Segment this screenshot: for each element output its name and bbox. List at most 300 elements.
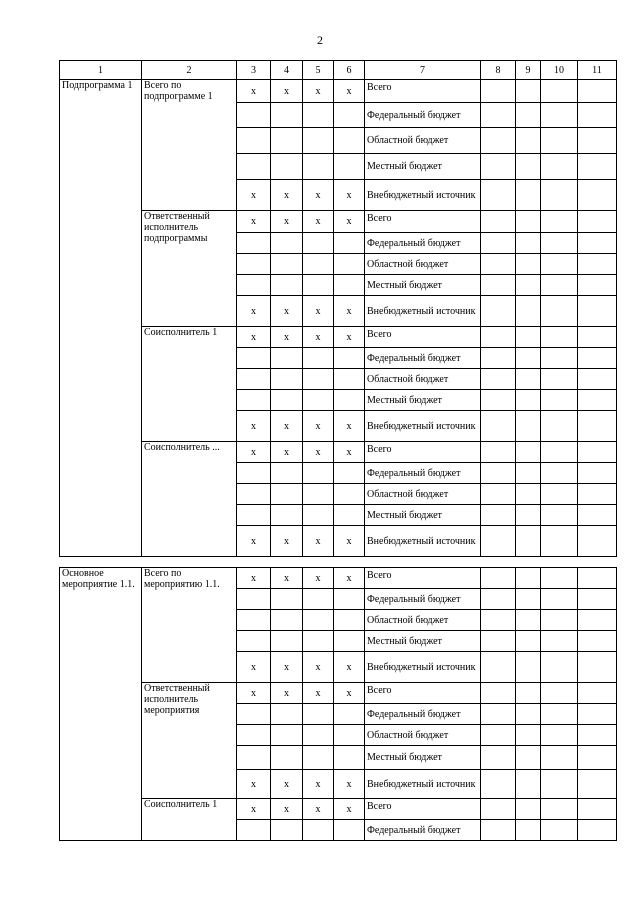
value-cell <box>578 390 617 411</box>
value-cell <box>481 128 516 154</box>
mark-cell <box>237 254 271 275</box>
source-label: Внебюджетный источник <box>365 526 481 557</box>
table-row <box>60 568 617 589</box>
value-cell <box>541 390 578 411</box>
row-group-title: Подпрограмма 1 <box>60 80 142 557</box>
value-cell <box>578 484 617 505</box>
mark-cell <box>237 463 271 484</box>
value-cell <box>481 348 516 369</box>
mark-cell <box>303 128 334 154</box>
mark-cell <box>303 610 334 631</box>
source-label: Местный бюджет <box>365 505 481 526</box>
mark-cell: x <box>237 683 271 704</box>
mark-cell <box>237 348 271 369</box>
value-cell <box>578 327 617 348</box>
value-cell <box>541 103 578 128</box>
value-cell <box>516 180 541 211</box>
value-cell <box>516 704 541 725</box>
value-cell <box>578 704 617 725</box>
mark-cell <box>237 128 271 154</box>
source-label: Всего <box>365 442 481 463</box>
source-label: Федеральный бюджет <box>365 589 481 610</box>
value-cell <box>481 275 516 296</box>
value-cell <box>578 275 617 296</box>
value-cell <box>578 296 617 327</box>
mark-cell: x <box>237 568 271 589</box>
mark-cell <box>271 390 303 411</box>
mark-cell <box>237 390 271 411</box>
table-row <box>60 799 617 820</box>
mark-cell: x <box>237 442 271 463</box>
value-cell <box>578 80 617 103</box>
value-cell <box>516 683 541 704</box>
value-cell <box>481 369 516 390</box>
mark-cell: x <box>271 770 303 799</box>
mark-cell: x <box>271 568 303 589</box>
value-cell <box>516 725 541 746</box>
header-cell: 7 <box>365 61 481 80</box>
value-cell <box>578 746 617 770</box>
mark-cell <box>334 505 365 526</box>
mark-cell: x <box>303 683 334 704</box>
page-number: 2 <box>317 33 323 47</box>
mark-cell <box>271 589 303 610</box>
mark-cell: x <box>334 80 365 103</box>
block-label: Соисполнитель 1 <box>142 799 237 841</box>
value-cell <box>516 589 541 610</box>
source-label: Федеральный бюджет <box>365 348 481 369</box>
value-cell <box>578 610 617 631</box>
mark-cell <box>303 463 334 484</box>
mark-cell <box>334 631 365 652</box>
source-label: Федеральный бюджет <box>365 463 481 484</box>
source-label: Внебюджетный источник <box>365 652 481 683</box>
mark-cell <box>237 589 271 610</box>
source-label: Областной бюджет <box>365 484 481 505</box>
value-cell <box>516 746 541 770</box>
value-cell <box>578 589 617 610</box>
value-cell <box>516 820 541 841</box>
mark-cell <box>271 704 303 725</box>
mark-cell <box>271 505 303 526</box>
value-cell <box>481 746 516 770</box>
mark-cell <box>334 369 365 390</box>
mark-cell <box>237 820 271 841</box>
mark-cell: x <box>271 80 303 103</box>
source-label: Всего <box>365 683 481 704</box>
value-cell <box>516 631 541 652</box>
value-cell <box>516 369 541 390</box>
mark-cell: x <box>303 180 334 211</box>
value-cell <box>516 770 541 799</box>
header-cell: 2 <box>142 61 237 80</box>
block-label: Всего по подпрограмме 1 <box>142 80 237 211</box>
mark-cell: x <box>334 652 365 683</box>
value-cell <box>541 704 578 725</box>
value-cell <box>578 154 617 180</box>
source-label: Федеральный бюджет <box>365 704 481 725</box>
value-cell <box>578 568 617 589</box>
mark-cell <box>271 128 303 154</box>
mark-cell: x <box>303 799 334 820</box>
mark-cell <box>237 725 271 746</box>
mark-cell <box>271 275 303 296</box>
mark-cell: x <box>334 442 365 463</box>
source-label: Областной бюджет <box>365 254 481 275</box>
source-label: Всего <box>365 327 481 348</box>
mark-cell <box>237 103 271 128</box>
value-cell <box>516 799 541 820</box>
value-cell <box>481 820 516 841</box>
value-cell <box>541 254 578 275</box>
mark-cell <box>237 233 271 254</box>
mark-cell <box>334 154 365 180</box>
table-row <box>60 80 617 103</box>
value-cell <box>578 254 617 275</box>
mark-cell: x <box>334 411 365 442</box>
mark-cell: x <box>334 211 365 233</box>
mark-cell <box>303 275 334 296</box>
value-cell <box>578 348 617 369</box>
block-label: Ответственный исполнитель подпрограммы <box>142 211 237 327</box>
value-cell <box>541 631 578 652</box>
mark-cell: x <box>303 327 334 348</box>
value-cell <box>481 610 516 631</box>
mark-cell <box>303 154 334 180</box>
mark-cell: x <box>303 568 334 589</box>
mark-cell: x <box>303 652 334 683</box>
value-cell <box>481 725 516 746</box>
table-row <box>60 442 617 463</box>
value-cell <box>541 327 578 348</box>
mark-cell: x <box>271 296 303 327</box>
value-cell <box>516 154 541 180</box>
mark-cell: x <box>334 526 365 557</box>
value-cell <box>541 799 578 820</box>
value-cell <box>481 254 516 275</box>
value-cell <box>481 411 516 442</box>
mark-cell: x <box>334 296 365 327</box>
mark-cell <box>271 463 303 484</box>
table-row <box>60 327 617 348</box>
value-cell <box>481 233 516 254</box>
value-cell <box>541 233 578 254</box>
mark-cell <box>271 348 303 369</box>
mark-cell: x <box>237 327 271 348</box>
value-cell <box>481 484 516 505</box>
value-cell <box>481 211 516 233</box>
header-cell: 4 <box>271 61 303 80</box>
mark-cell <box>334 725 365 746</box>
value-cell <box>481 296 516 327</box>
mark-cell <box>271 369 303 390</box>
header-cell: 9 <box>516 61 541 80</box>
value-cell <box>578 652 617 683</box>
mark-cell <box>303 484 334 505</box>
mark-cell <box>271 746 303 770</box>
mark-cell <box>334 254 365 275</box>
row-group-title: Основное мероприятие 1.1. <box>60 568 142 841</box>
mark-cell: x <box>237 211 271 233</box>
mark-cell: x <box>303 411 334 442</box>
header-cell: 1 <box>60 61 142 80</box>
header-cell: 6 <box>334 61 365 80</box>
source-label: Всего <box>365 211 481 233</box>
value-cell <box>578 211 617 233</box>
mark-cell <box>303 746 334 770</box>
value-cell <box>578 505 617 526</box>
value-cell <box>516 652 541 683</box>
source-label: Областной бюджет <box>365 369 481 390</box>
mark-cell: x <box>334 568 365 589</box>
block-label: Соисполнитель 1 <box>142 327 237 442</box>
value-cell <box>481 704 516 725</box>
header-cell: 8 <box>481 61 516 80</box>
block-label: Ответственный исполнитель мероприятия <box>142 683 237 799</box>
source-label: Местный бюджет <box>365 390 481 411</box>
value-cell <box>541 80 578 103</box>
mark-cell <box>303 254 334 275</box>
header-cell: 10 <box>541 61 578 80</box>
source-label: Внебюджетный источник <box>365 296 481 327</box>
mark-cell <box>271 631 303 652</box>
value-cell <box>541 463 578 484</box>
value-cell <box>516 463 541 484</box>
value-cell <box>578 103 617 128</box>
block-label: Соисполнитель ... <box>142 442 237 557</box>
source-label: Внебюджетный источник <box>365 770 481 799</box>
value-cell <box>516 526 541 557</box>
value-cell <box>516 211 541 233</box>
value-cell <box>481 526 516 557</box>
mark-cell <box>271 484 303 505</box>
mark-cell <box>334 275 365 296</box>
mark-cell: x <box>271 180 303 211</box>
mark-cell: x <box>271 526 303 557</box>
value-cell <box>541 211 578 233</box>
source-label: Всего <box>365 80 481 103</box>
value-cell <box>481 103 516 128</box>
value-cell <box>578 233 617 254</box>
value-cell <box>516 296 541 327</box>
source-label: Всего <box>365 799 481 820</box>
mark-cell <box>303 589 334 610</box>
source-label: Областной бюджет <box>365 610 481 631</box>
mark-cell <box>334 746 365 770</box>
mark-cell: x <box>237 296 271 327</box>
mark-cell: x <box>237 526 271 557</box>
table-row <box>60 683 617 704</box>
value-cell <box>541 128 578 154</box>
mark-cell <box>237 275 271 296</box>
mark-cell <box>271 103 303 128</box>
mark-cell: x <box>271 327 303 348</box>
value-cell <box>516 442 541 463</box>
value-cell <box>481 80 516 103</box>
mark-cell: x <box>237 799 271 820</box>
mark-cell: x <box>334 799 365 820</box>
mark-cell <box>334 103 365 128</box>
value-cell <box>516 254 541 275</box>
mark-cell <box>334 610 365 631</box>
value-cell <box>541 683 578 704</box>
mark-cell <box>237 369 271 390</box>
value-cell <box>541 442 578 463</box>
mark-cell: x <box>271 411 303 442</box>
source-label: Областной бюджет <box>365 128 481 154</box>
mark-cell <box>271 233 303 254</box>
mark-cell <box>303 505 334 526</box>
value-cell <box>541 296 578 327</box>
source-label: Местный бюджет <box>365 154 481 180</box>
mark-cell <box>237 631 271 652</box>
value-cell <box>516 390 541 411</box>
source-label: Местный бюджет <box>365 631 481 652</box>
mark-cell: x <box>303 770 334 799</box>
source-label: Федеральный бюджет <box>365 103 481 128</box>
mark-cell <box>271 725 303 746</box>
value-cell <box>541 610 578 631</box>
mark-cell <box>237 505 271 526</box>
value-cell <box>481 442 516 463</box>
source-label: Внебюджетный источник <box>365 180 481 211</box>
value-cell <box>578 128 617 154</box>
block-label: Всего по мероприятию 1.1. <box>142 568 237 683</box>
mark-cell <box>334 128 365 154</box>
mark-cell: x <box>271 799 303 820</box>
value-cell <box>578 631 617 652</box>
value-cell <box>516 505 541 526</box>
source-label: Местный бюджет <box>365 746 481 770</box>
mark-cell <box>334 589 365 610</box>
header-row <box>60 61 617 80</box>
mark-cell: x <box>303 80 334 103</box>
mark-cell: x <box>237 411 271 442</box>
value-cell <box>541 820 578 841</box>
value-cell <box>578 799 617 820</box>
budget-table-activity <box>59 567 617 841</box>
mark-cell: x <box>334 180 365 211</box>
value-cell <box>516 233 541 254</box>
value-cell <box>541 725 578 746</box>
mark-cell <box>303 820 334 841</box>
value-cell <box>516 411 541 442</box>
mark-cell: x <box>271 652 303 683</box>
mark-cell: x <box>237 770 271 799</box>
mark-cell <box>303 704 334 725</box>
value-cell <box>541 770 578 799</box>
header-cell: 11 <box>578 61 617 80</box>
value-cell <box>516 348 541 369</box>
mark-cell: x <box>303 526 334 557</box>
value-cell <box>481 799 516 820</box>
value-cell <box>516 327 541 348</box>
mark-cell: x <box>303 296 334 327</box>
mark-cell: x <box>237 80 271 103</box>
value-cell <box>516 80 541 103</box>
value-cell <box>516 568 541 589</box>
mark-cell <box>271 254 303 275</box>
mark-cell: x <box>271 211 303 233</box>
source-label: Внебюджетный источник <box>365 411 481 442</box>
mark-cell <box>303 390 334 411</box>
mark-cell <box>271 154 303 180</box>
value-cell <box>541 411 578 442</box>
source-label: Областной бюджет <box>365 725 481 746</box>
value-cell <box>578 463 617 484</box>
mark-cell <box>303 348 334 369</box>
mark-cell <box>303 233 334 254</box>
value-cell <box>481 327 516 348</box>
table-row <box>60 211 617 233</box>
mark-cell <box>271 820 303 841</box>
mark-cell: x <box>237 180 271 211</box>
value-cell <box>481 652 516 683</box>
source-label: Всего <box>365 568 481 589</box>
value-cell <box>578 770 617 799</box>
value-cell <box>578 683 617 704</box>
value-cell <box>481 463 516 484</box>
mark-cell <box>334 704 365 725</box>
value-cell <box>541 154 578 180</box>
value-cell <box>516 610 541 631</box>
value-cell <box>516 484 541 505</box>
value-cell <box>541 505 578 526</box>
mark-cell <box>237 154 271 180</box>
value-cell <box>541 484 578 505</box>
value-cell <box>578 725 617 746</box>
value-cell <box>541 369 578 390</box>
value-cell <box>481 631 516 652</box>
value-cell <box>481 154 516 180</box>
value-cell <box>541 180 578 211</box>
value-cell <box>541 652 578 683</box>
source-label: Федеральный бюджет <box>365 233 481 254</box>
mark-cell <box>303 103 334 128</box>
mark-cell: x <box>334 683 365 704</box>
mark-cell: x <box>271 442 303 463</box>
value-cell <box>541 526 578 557</box>
value-cell <box>578 820 617 841</box>
mark-cell <box>303 631 334 652</box>
value-cell <box>578 369 617 390</box>
mark-cell <box>334 233 365 254</box>
value-cell <box>481 589 516 610</box>
source-label: Местный бюджет <box>365 275 481 296</box>
mark-cell <box>237 704 271 725</box>
header-cell: 5 <box>303 61 334 80</box>
mark-cell: x <box>303 211 334 233</box>
value-cell <box>541 275 578 296</box>
value-cell <box>541 589 578 610</box>
mark-cell <box>303 725 334 746</box>
mark-cell <box>271 610 303 631</box>
value-cell <box>578 526 617 557</box>
mark-cell <box>334 390 365 411</box>
mark-cell <box>237 610 271 631</box>
mark-cell <box>334 348 365 369</box>
value-cell <box>541 746 578 770</box>
mark-cell <box>334 463 365 484</box>
value-cell <box>578 442 617 463</box>
value-cell <box>516 103 541 128</box>
value-cell <box>481 683 516 704</box>
value-cell <box>481 568 516 589</box>
value-cell <box>481 180 516 211</box>
source-label: Федеральный бюджет <box>365 820 481 841</box>
mark-cell <box>237 484 271 505</box>
value-cell <box>578 411 617 442</box>
